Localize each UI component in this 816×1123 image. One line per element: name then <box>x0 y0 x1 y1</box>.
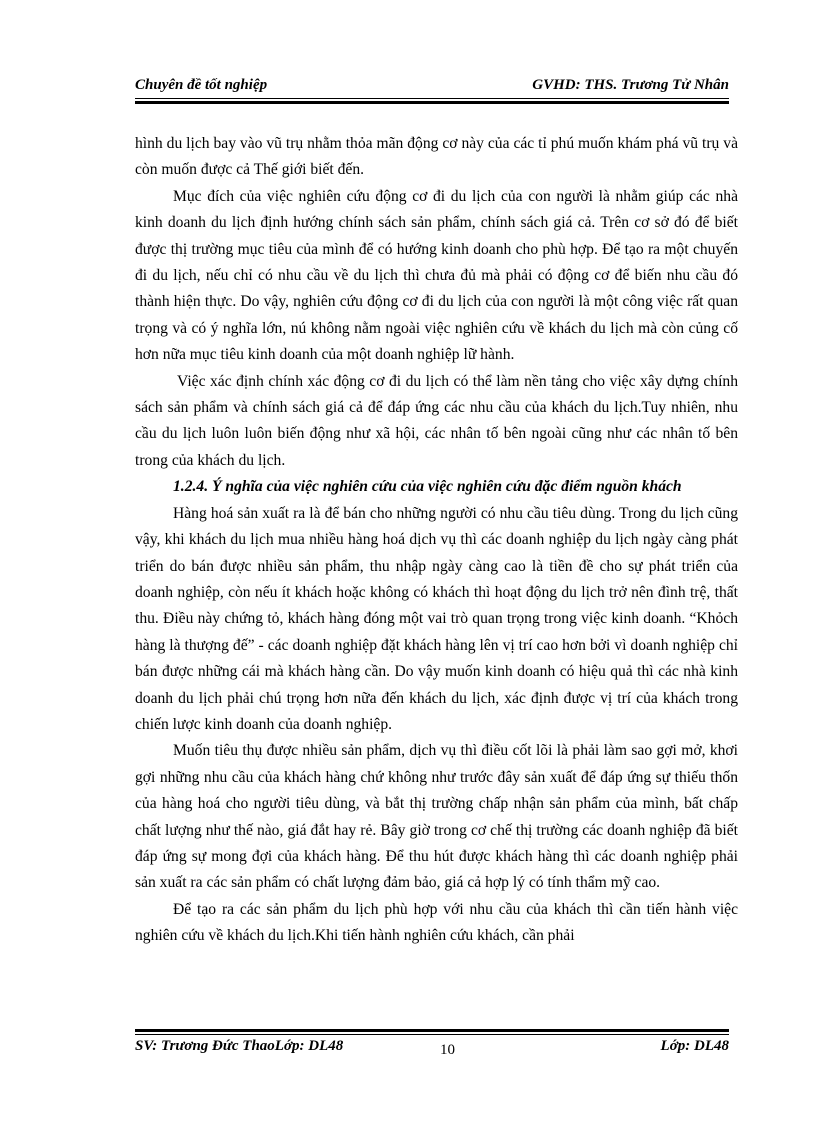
paragraph: Muốn tiêu thụ được nhiều sản phẩm, dịch vụ thì điều cốt lõi là phải làm sao gợi mở, khơi gợi những nhu cầu của khách hàng chứ không như trước đây sản xuất để đáp ứng sự thiếu thốn của hàng hoá cho người tiêu dùng, và bắt thị trường chấp nhận sản phẩm của mình, bất chấp chất lượng như thế nào, giá đắt hay rẻ. Bây giờ trong cơ chế thị trường các doanh nghiệp đã biết đáp ứng sự mong đợi của khách hàng. Để thu hút được khách hàng thì các doanh nghiệp phải sản xuất ra các sản phẩm có chất lượng đảm bảo, giá cả hợp lý có tính thẩm mỹ cao. <box>135 742 738 892</box>
page-footer <box>135 1038 729 1060</box>
page-body <box>135 131 738 950</box>
footer-class: Lớp: DL48 <box>660 1038 729 1054</box>
footer-student: SV: Trương Đức ThaoLớp: DL48 <box>135 1038 344 1054</box>
paragraph: Mục đích của việc nghiên cứu động cơ đi du lịch của con người là nhằm giúp các nhà kinh doanh du lịch định hướng chính sách sản phẩm, chính sách giá cả. Trên cơ sở đó để biết được thị trường mục tiêu của mình để có hướng kinh doanh cho phù hợp. Để tạo ra một chuyến đi du lịch, nếu chỉ có nhu cầu về du lịch thì chưa đủ mà phải có động cơ để biến nhu cầu đó thành hiện thực. Do vậy, nghiên cứu động cơ đi du lịch của con người là một công việc rất quan trọng và có ý nghĩa lớn, nú không nằm ngoài việc nghiên cứu về khách du lịch mà còn củng cố hơn nữa mục tiêu kinh doanh của một doanh nghiệp lữ hành. <box>135 187 738 364</box>
paragraph: Việc xác định chính xác động cơ đi du lịch có thể làm nền tảng cho việc xây dựng chính sách sản phẩm và chính sách giá cả để đáp ứng các nhu cầu của khách du lịch.Tuy nhiên, nhu cầu du lịch luôn luôn biến động như xã hội, các nhân tố bên ngoài cũng như các nhân tố bên trong của khách du lịch. <box>135 372 738 469</box>
paragraph: Hàng hoá sản xuất ra là để bán cho những người có nhu cầu tiêu dùng. Trong du lịch cũng vậy, khi khách du lịch mua nhiều hàng hoá dịch vụ thì các doanh nghiệp du lịch ngày càng phát triển do bán được nhiều sản phẩm, thu nhập ngày càng cao là tiền đề cho sự phát triển của doanh nghiệp, còn nếu ít khách hoặc không có khách thì hoạt động du lịch trở nên đình trệ, thất thu. Điều này chứng tỏ, khách hàng đóng một vai trò quan trọng trong việc kinh doanh. “Khỏch hàng là thượng đế” - các doanh nghiệp đặt khách hàng lên vị trí cao hơn bởi vì doanh nghiệp chỉ bán được những cái mà khách hàng cần. Do vậy muốn kinh doanh có hiệu quả thì các nhà kinh doanh du lịch phải chú trọng hơn nữa đến khách du lịch, xác định được vị trí của khách trong chiến lược kinh doanh của doanh nghiệp. <box>135 504 738 733</box>
footer-rule <box>135 1029 729 1035</box>
page-header <box>135 77 729 97</box>
paragraph: Để tạo ra các sản phẩm du lịch phù hợp với nhu cầu của khách thì cần tiến hành việc nghiên cứu về khách du lịch.Khi tiến hành nghiên cứu khách, cần phải <box>135 900 738 945</box>
header-title: Chuyên đề tốt nghiệp <box>135 77 268 93</box>
header-advisor: GVHD: THS. Trương Tử Nhân <box>532 77 729 93</box>
page-number: 10 <box>440 1042 455 1058</box>
header-rule <box>135 98 729 104</box>
paragraph: hình du lịch bay vào vũ trụ nhằm thỏa mãn động cơ này của các tỉ phú muốn khám phá vũ trụ và còn muốn được cả Thế giới biết đến. <box>135 135 738 179</box>
section-heading: 1.2.4. Ý nghĩa của việc nghiên cứu của việc nghiên cứu đặc điểm nguồn khách <box>173 478 682 496</box>
